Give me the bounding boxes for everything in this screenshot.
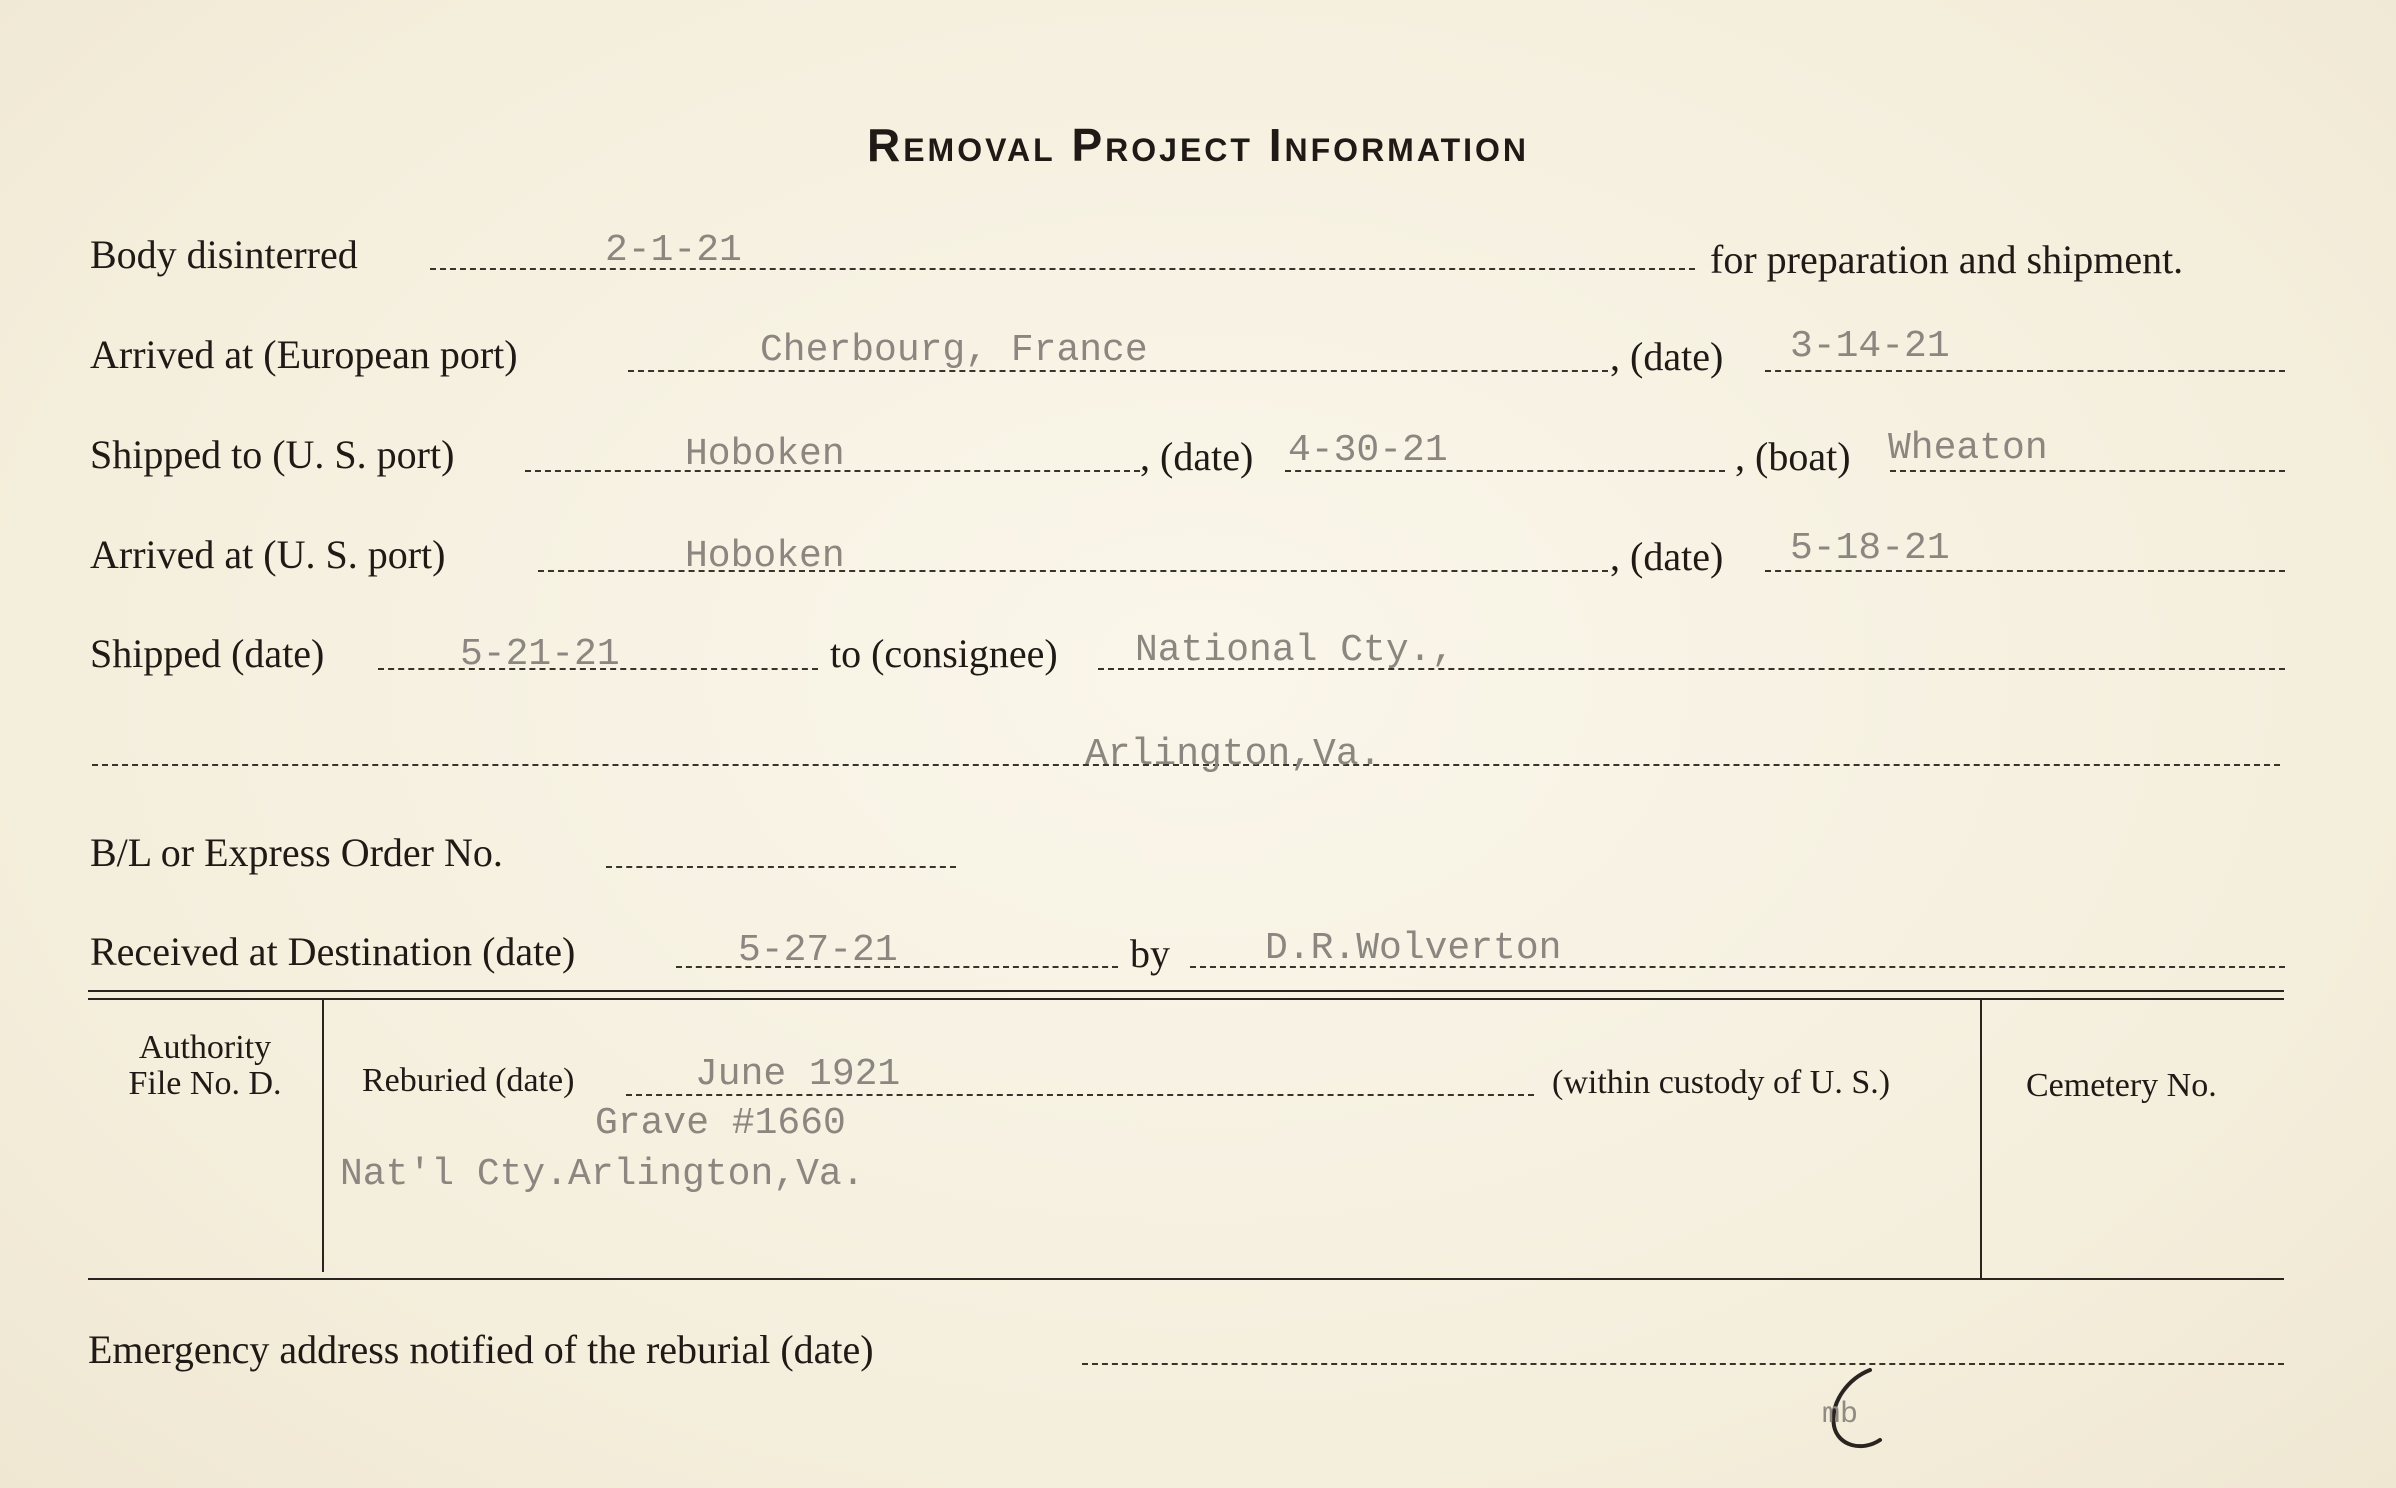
arrived-european-date-label: , (date) [1610, 334, 1724, 379]
received-by-label: by [1130, 931, 1170, 976]
emergency-label: Emergency address notified of the reburial (date) [88, 1327, 874, 1372]
arrived-us-date: 5-18-21 [1790, 527, 1950, 570]
divider-bottom [88, 1278, 2284, 1280]
shipped-date-label: Shipped (date) [90, 631, 325, 676]
card-title: Removal Project Information [866, 119, 1530, 171]
reburied-date: June 1921 [695, 1053, 901, 1096]
reburied-label: Reburied (date) [362, 1062, 575, 1099]
authority-line-2: File No. D. [128, 1064, 282, 1102]
clerk-initials: mb [1822, 1398, 1859, 1432]
divider-top-1 [88, 990, 2284, 992]
received-date: 5-27-21 [738, 929, 898, 972]
body-disinterred-suffix: for preparation and shipment. [1710, 237, 2184, 282]
custody-label: (within custody of U. S.) [1552, 1064, 1891, 1101]
shipped-us-label: Shipped to (U. S. port) [90, 432, 455, 477]
arrived-us-date-line [1765, 570, 2285, 572]
cemetery-no-label: Cemetery No. [2026, 1067, 2217, 1104]
received-by: D.R.Wolverton [1265, 927, 1562, 970]
grave-number: Grave #1660 [595, 1102, 846, 1145]
body-disinterred-label: Body disinterred [90, 232, 358, 277]
shipped-us-date: 4-30-21 [1288, 429, 1448, 472]
shipped-us-date-label: , (date) [1140, 434, 1254, 479]
arrived-us-value: Hoboken [685, 535, 845, 578]
bl-order-label: B/L or Express Order No. [90, 830, 503, 875]
shipped-us-boat-label: , (boat) [1735, 434, 1851, 479]
received-label: Received at Destination (date) [90, 929, 576, 974]
authority-label [100, 1030, 310, 1101]
consignee-label: to (consignee) [830, 631, 1058, 676]
body-disinterred-value: 2-1-21 [605, 229, 742, 272]
arrived-european-date: 3-14-21 [1790, 325, 1950, 368]
divider-right [1980, 1000, 1982, 1278]
shipped-us-boat-line [1890, 470, 2285, 472]
arrived-european-label: Arrived at (European port) [90, 332, 518, 377]
divider-top-2 [88, 998, 2284, 1000]
reburial-place: Nat'l Cty.Arlington,Va. [340, 1153, 865, 1196]
arrived-us-label: Arrived at (U. S. port) [90, 532, 446, 577]
shipped-us-value: Hoboken [685, 433, 845, 476]
authority-line-1: Authority [138, 1029, 272, 1066]
bl-order-line [606, 866, 956, 868]
divider-left [322, 1000, 324, 1272]
emergency-line [1082, 1363, 2284, 1365]
shipped-date-value: 5-21-21 [460, 633, 620, 676]
shipped-us-boat: Wheaton [1888, 427, 2048, 470]
arrived-european-value: Cherbourg, France [760, 329, 1148, 372]
arrived-us-date-label: , (date) [1610, 534, 1724, 579]
consignee-value: National Cty., [1135, 629, 1455, 672]
consignee-value-2: Arlington,Va. [1085, 733, 1382, 776]
arrived-european-date-line [1765, 370, 2285, 372]
